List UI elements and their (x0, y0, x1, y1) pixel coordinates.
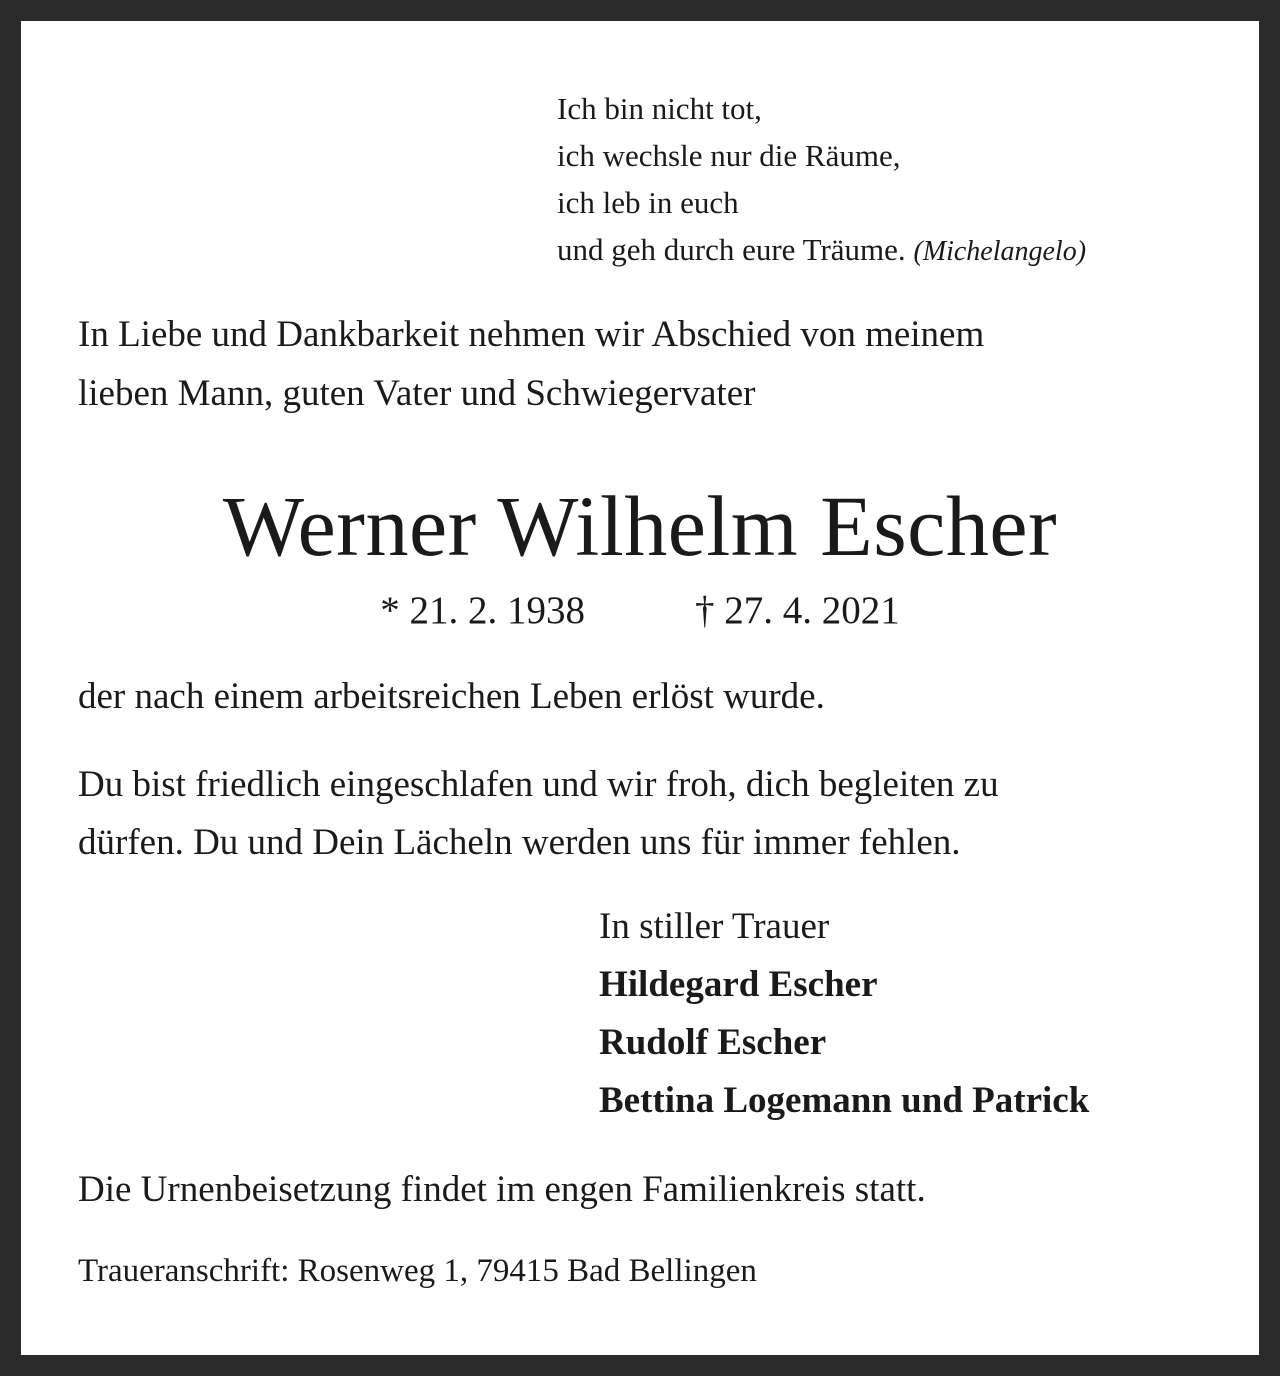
poem-line: Ich bin nicht tot, (557, 91, 762, 126)
poem-line: ich wechsle nur die Räume, (557, 138, 901, 173)
deceased-name: Werner Wilhelm Escher (222, 478, 1058, 574)
life-dates (21, 586, 1259, 636)
mourners-block (599, 898, 1089, 1130)
death-date: † 27. 4. 2021 (695, 589, 900, 632)
body-line: dürfen. Du und Dein Lächeln werden uns für immer fehlen. (78, 822, 961, 863)
poem-line: ich leb in euch (557, 185, 739, 220)
poem-line-last (557, 226, 1086, 275)
body-line: Du bist friedlich eingeschlafen und wir froh, dich begleiten zu (78, 764, 999, 805)
poem-quote (557, 85, 1086, 275)
mourning-address: Traueranschrift: Rosenweg 1, 79415 Bad Bellingen (78, 1253, 757, 1289)
poem-line-text: und geh durch eure Träume. (557, 232, 906, 267)
poem-author: (Michelangelo) (913, 236, 1087, 267)
intro-line: In Liebe und Dankbarkeit nehmen wir Abschied von meinem (78, 314, 985, 355)
birth-date: * 21. 2. 1938 (380, 589, 585, 632)
urn-burial-note: Die Urnenbeisetzung findet im engen Familienkreis statt. (78, 1169, 926, 1210)
body-paragraph-1: der nach einem arbeitsreichen Leben erlöst wurde. (78, 676, 825, 717)
obituary-notice (21, 21, 1259, 1355)
intro-text (78, 305, 1218, 423)
intro-line: lieben Mann, guten Vater und Schwiegervater (78, 373, 756, 414)
mourners-heading: In stiller Trauer (599, 906, 830, 947)
mourner-name: Bettina Logemann und Patrick (599, 1080, 1090, 1121)
mourner-name: Hildegard Escher (599, 964, 878, 1005)
body-paragraph-2 (78, 756, 999, 872)
mourner-name: Rudolf Escher (599, 1022, 827, 1063)
